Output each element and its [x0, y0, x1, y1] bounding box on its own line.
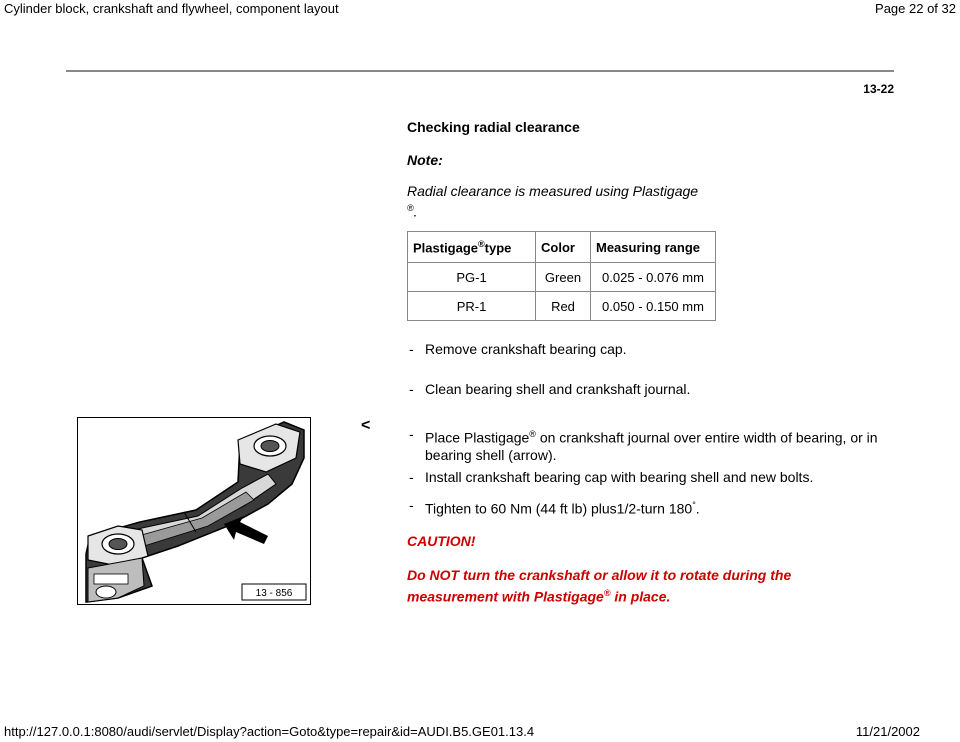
- table-header-row: [408, 232, 716, 263]
- table-row: [408, 292, 716, 321]
- cell-range: 0.050 - 0.150 mm: [591, 292, 716, 321]
- footer-date: 11/21/2002: [855, 724, 920, 739]
- footer-url: http://127.0.0.1:8080/audi/servlet/Display?action=Goto&type=repair&id=AUDI.B5.GE01.13.4: [4, 724, 535, 739]
- caution-label: CAUTION!: [407, 533, 476, 549]
- page-number: 13-22: [863, 82, 894, 96]
- header-range: Measuring range: [591, 232, 716, 263]
- step-clean-journal: - Clean bearing shell and crankshaft journal.: [409, 381, 691, 397]
- note-text-body: Radial clearance is measured using Plastigage: [407, 183, 699, 199]
- header-rule: [66, 70, 894, 72]
- figure-pointer-icon: <: [361, 417, 371, 434]
- document-title: Cylinder block, crankshaft and flywheel, component layout: [4, 1, 339, 16]
- section-heading: Checking radial clearance: [407, 119, 580, 135]
- step-tighten: - Tighten to 60 Nm (44 ft lb) plus1/2-turn 180°.: [409, 497, 700, 517]
- bearing-cap-illustration: [78, 418, 310, 604]
- cell-color: Red: [536, 292, 591, 321]
- cell-color: Green: [536, 263, 591, 292]
- bearing-cap-figure: [77, 417, 311, 605]
- cell-type: PG-1: [408, 263, 536, 292]
- note-text-end: .: [413, 203, 418, 220]
- step-place-plastigage: - Place Plastigage® on crankshaft journal over entire width of bearing, or in bearing shell (arrow).: [409, 426, 878, 463]
- step-install-cap: - Install crankshaft bearing cap with bearing shell and new bolts.: [409, 469, 814, 485]
- note-label: Note:: [407, 152, 443, 168]
- header-color: Color: [536, 232, 591, 263]
- registered-mark: ®: [407, 203, 414, 213]
- header-type: Plastigage®type: [408, 232, 536, 263]
- cell-range: 0.025 - 0.076 mm: [591, 263, 716, 292]
- caution-text: Do NOT turn the crankshaft or allow it to rotate during the measurement with Plastigage® in place.: [407, 567, 792, 605]
- cell-type: PR-1: [408, 292, 536, 321]
- figure-label: 13 - 856: [255, 588, 293, 599]
- step-remove-cap: - Remove crankshaft bearing cap.: [409, 341, 627, 357]
- page-indicator: Page 22 of 32: [875, 1, 956, 16]
- note-text: [407, 183, 747, 221]
- plastigage-table: [407, 231, 716, 321]
- table-row: [408, 263, 716, 292]
